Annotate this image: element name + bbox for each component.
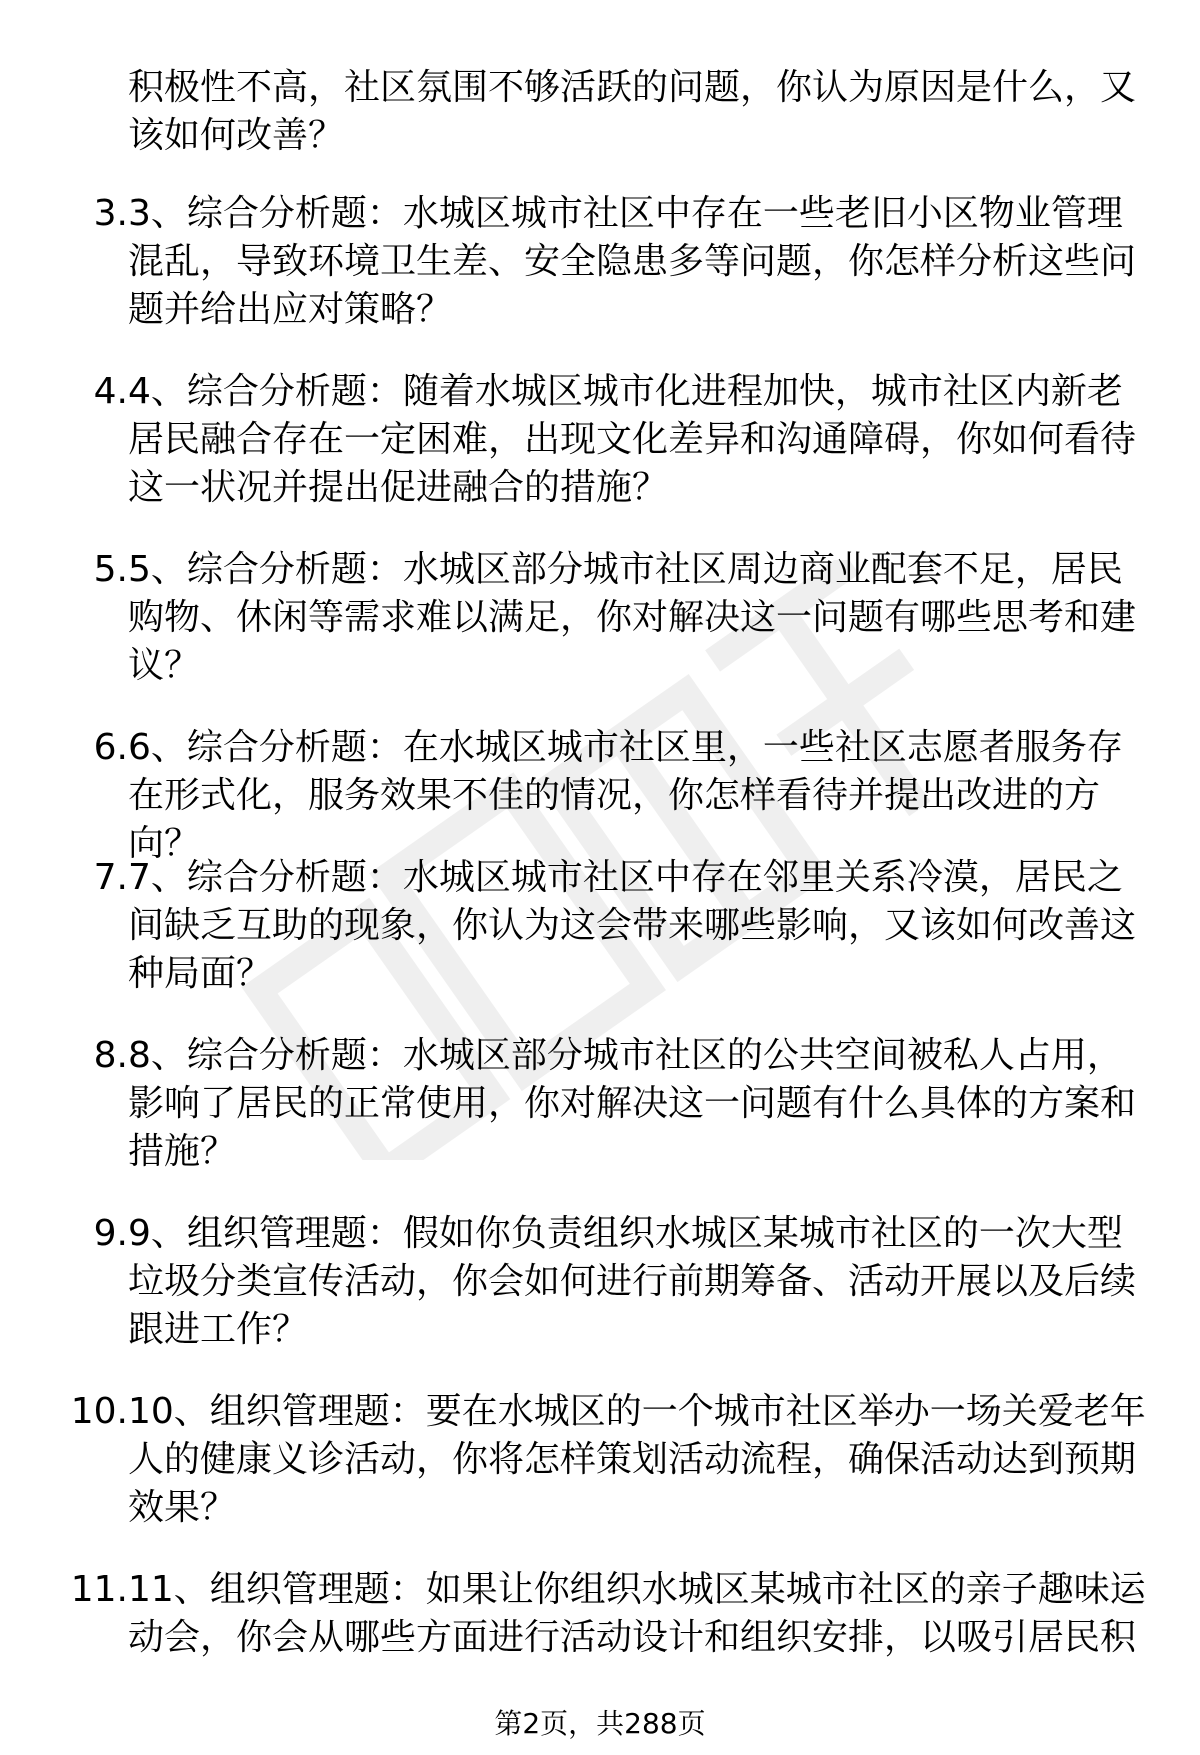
- question-text: 3、综合分析题：水城区城市社区中存在一些老旧小区物业管理混乱，导致环境卫生差、安全隐患多等问题，你怎样分析这些问题并给出应对策略？: [128, 193, 1137, 330]
- list-item: [0, 724, 1200, 864]
- list-item: [0, 854, 1200, 1032]
- question-number: 6.: [93, 727, 128, 768]
- question-number: 4.: [93, 371, 128, 412]
- question-text: 11、组织管理题：如果让你组织水城区某城市社区的亲子趣味运动会，你会从哪些方面进行活动设计和组织安排，以吸引居民积: [128, 1569, 1146, 1658]
- question-list: [0, 190, 1200, 1744]
- list-item: [0, 1032, 1200, 1210]
- page-footer: 第2页，共288页: [494, 1707, 706, 1740]
- question-text: 10、组织管理题：要在水城区的一个城市社区举办一场关爱老年人的健康义诊活动，你将怎样策划活动流程，确保活动达到预期效果？: [128, 1391, 1146, 1528]
- question-text: 5、综合分析题：水城区部分城市社区周边商业配套不足，居民购物、休闲等需求难以满足，你对解决这一问题有哪些思考和建议？: [128, 549, 1137, 686]
- question-number: 3.: [93, 193, 128, 234]
- question-number: 9.: [93, 1213, 128, 1254]
- list-item: [0, 1210, 1200, 1388]
- list-item: [0, 546, 1200, 724]
- continuation-text: 积极性不高，社区氛围不够活跃的问题，你认为原因是什么，又该如何改善？: [128, 67, 1137, 156]
- question-text: 8、综合分析题：水城区部分城市社区的公共空间被私人占用，影响了居民的正常使用，你对解决这一问题有什么具体的方案和措施？: [128, 1035, 1137, 1172]
- question-text: 7、综合分析题：水城区城市社区中存在邻里关系冷漠，居民之间缺乏互助的现象，你认为这会带来哪些影响，又该如何改善这种局面？: [128, 857, 1137, 994]
- question-number: 7.: [93, 857, 128, 898]
- list-item: [0, 368, 1200, 546]
- list-item: [0, 1388, 1200, 1566]
- question-number: 8.: [93, 1035, 128, 1076]
- question-text: 9、组织管理题：假如你负责组织水城区某城市社区的一次大型垃圾分类宣传活动，你会如何进行前期筹备、活动开展以及后续跟进工作？: [128, 1213, 1137, 1350]
- question-text: 6、综合分析题：在水城区城市社区里，一些社区志愿者服务存在形式化，服务效果不佳的情况，你怎样看待并提出改进的方向？: [128, 727, 1123, 864]
- question-number: 10.: [70, 1391, 128, 1432]
- list-item: [0, 190, 1200, 368]
- question-text: 4、综合分析题：随着水城区城市化进程加快，城市社区内新老居民融合存在一定困难，出现文化差异和沟通障碍，你如何看待这一状况并提出促进融合的措施？: [128, 371, 1137, 508]
- question-number: 11.: [70, 1569, 128, 1610]
- question-number: 5.: [93, 549, 128, 590]
